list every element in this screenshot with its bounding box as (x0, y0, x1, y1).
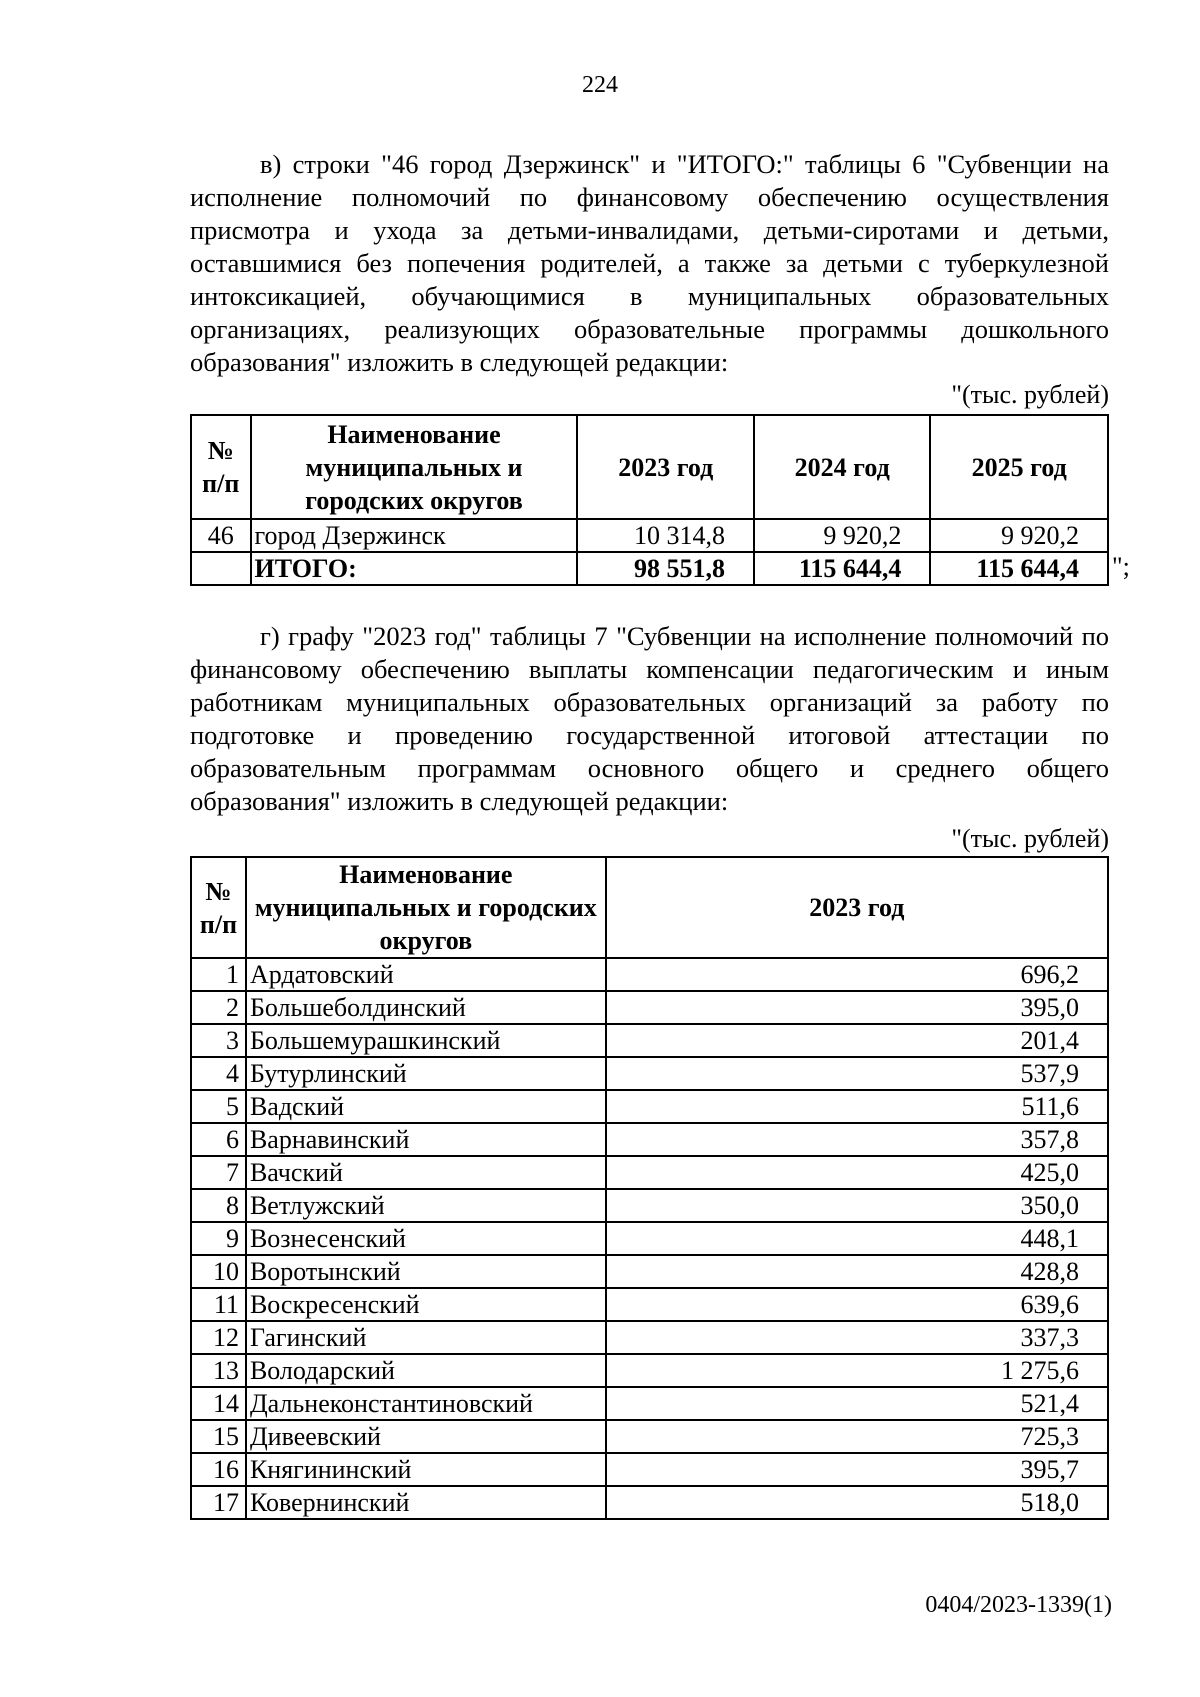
document-code: 0404/2023-1339(1) (925, 1592, 1112, 1618)
total-2025: 115 644,4 (930, 552, 1108, 585)
row-value: 357,8 (606, 1123, 1108, 1156)
paragraph-v: в) строки "46 город Дзержинск" и "ИТОГО:" таблицы 6 "Субвенции на исполнение полномочий по финансовому обеспечению осуществления присмотра и ухода за детьми-инвалидами, детьми-сиротами и детьми, оставшимися без попечения родителей, а также за детьми с туберкулезной интоксикацией, обучающимися в муниципальных образовательных организациях, реализующих образовательные программы дошкольного образования" изложить в следующей редакции: (190, 149, 1109, 377)
row-num: 9 (191, 1222, 246, 1255)
total-label: ИТОГО: (251, 552, 578, 585)
header-2025: 2025 год (930, 415, 1108, 519)
table-row (191, 1024, 1108, 1057)
row-name: Володарский (246, 1354, 606, 1387)
header-2023: 2023 год (606, 857, 1108, 958)
header-name: Наименование муниципальных и городских округов (251, 415, 578, 519)
row-num: 46 (191, 519, 251, 552)
total-2023: 98 551,8 (577, 552, 753, 585)
table-row (191, 1453, 1108, 1486)
table-row (191, 1156, 1108, 1189)
row-value: 428,8 (606, 1255, 1108, 1288)
row-num: 12 (191, 1321, 246, 1354)
row-value: 350,0 (606, 1189, 1108, 1222)
row-name: Дальнеконстантиновский (246, 1387, 606, 1420)
table-row (191, 991, 1108, 1024)
row-name: Гагинский (246, 1321, 606, 1354)
row-num: 13 (191, 1354, 246, 1387)
row-num: 17 (191, 1486, 246, 1519)
page-number: 224 (582, 72, 618, 98)
header-name: Наименование муниципальных и городских округов (246, 857, 606, 958)
paragraph-g: г) графу "2023 год" таблицы 7 "Субвенции на исполнение полномочий по финансовому обеспечению выплаты компенсации педагогическим и иным работникам муниципальных образовательных организаций за работу по подготовке и проведению государственной итоговой аттестации по образовательным программам основного общего и среднего общего образования" изложить в следующей редакции: (190, 621, 1109, 816)
row-name: Большеболдинский (246, 991, 606, 1024)
row-value: 725,3 (606, 1420, 1108, 1453)
row-name: Ветлужский (246, 1189, 606, 1222)
table-row (191, 1222, 1108, 1255)
table-row (191, 1420, 1108, 1453)
header-2024: 2024 год (754, 415, 930, 519)
row-value: 696,2 (606, 958, 1108, 991)
table-row (191, 1123, 1108, 1156)
row-name: Ковернинский (246, 1486, 606, 1519)
total-row (191, 552, 1108, 585)
header-num: № п/п (191, 857, 246, 958)
table-row (191, 1321, 1108, 1354)
row-2024: 9 920,2 (754, 519, 930, 552)
row-value: 521,4 (606, 1387, 1108, 1420)
header-2023: 2023 год (577, 415, 753, 519)
table-row (191, 519, 1108, 552)
table-row (191, 958, 1108, 991)
row-value: 518,0 (606, 1486, 1108, 1519)
row-num: 7 (191, 1156, 246, 1189)
table-row (191, 1288, 1108, 1321)
row-value: 425,0 (606, 1156, 1108, 1189)
closing-quote: "; (1112, 552, 1130, 581)
header-num: № п/п (191, 415, 251, 519)
table-row (191, 1189, 1108, 1222)
row-value: 337,3 (606, 1321, 1108, 1354)
row-name: Ардатовский (246, 958, 606, 991)
row-value: 537,9 (606, 1057, 1108, 1090)
row-num: 14 (191, 1387, 246, 1420)
row-2023: 10 314,8 (577, 519, 753, 552)
row-num: 15 (191, 1420, 246, 1453)
table-7-header-row (191, 857, 1108, 958)
row-num: 8 (191, 1189, 246, 1222)
table-row (191, 1354, 1108, 1387)
row-value: 1 275,6 (606, 1354, 1108, 1387)
table-6 (190, 414, 1109, 586)
table-row (191, 1090, 1108, 1123)
table-row (191, 1057, 1108, 1090)
row-num: 2 (191, 991, 246, 1024)
table-6-header-row (191, 415, 1108, 519)
row-num: 1 (191, 958, 246, 991)
row-name: Княгининский (246, 1453, 606, 1486)
table-row (191, 1387, 1108, 1420)
total-num (191, 552, 251, 585)
row-name: Вачский (246, 1156, 606, 1189)
row-2025: 9 920,2 (930, 519, 1108, 552)
row-name: Варнавинский (246, 1123, 606, 1156)
row-num: 16 (191, 1453, 246, 1486)
unit-label-table-7: "(тыс. рублей) (951, 824, 1109, 853)
row-value: 448,1 (606, 1222, 1108, 1255)
row-num: 10 (191, 1255, 246, 1288)
row-name: Воскресенский (246, 1288, 606, 1321)
row-num: 4 (191, 1057, 246, 1090)
row-name: Большемурашкинский (246, 1024, 606, 1057)
table-row (191, 1486, 1108, 1519)
row-value: 639,6 (606, 1288, 1108, 1321)
row-name: город Дзержинск (251, 519, 578, 552)
row-value: 511,6 (606, 1090, 1108, 1123)
row-value: 201,4 (606, 1024, 1108, 1057)
row-value: 395,7 (606, 1453, 1108, 1486)
table-7 (190, 856, 1109, 1520)
row-num: 5 (191, 1090, 246, 1123)
row-name: Бутурлинский (246, 1057, 606, 1090)
row-name: Вознесенский (246, 1222, 606, 1255)
row-num: 6 (191, 1123, 246, 1156)
row-num: 11 (191, 1288, 246, 1321)
row-name: Дивеевский (246, 1420, 606, 1453)
row-name: Воротынский (246, 1255, 606, 1288)
row-name: Вадский (246, 1090, 606, 1123)
table-row (191, 1255, 1108, 1288)
unit-label-table-6: "(тыс. рублей) (951, 380, 1109, 409)
row-num: 3 (191, 1024, 246, 1057)
total-2024: 115 644,4 (754, 552, 930, 585)
row-value: 395,0 (606, 991, 1108, 1024)
